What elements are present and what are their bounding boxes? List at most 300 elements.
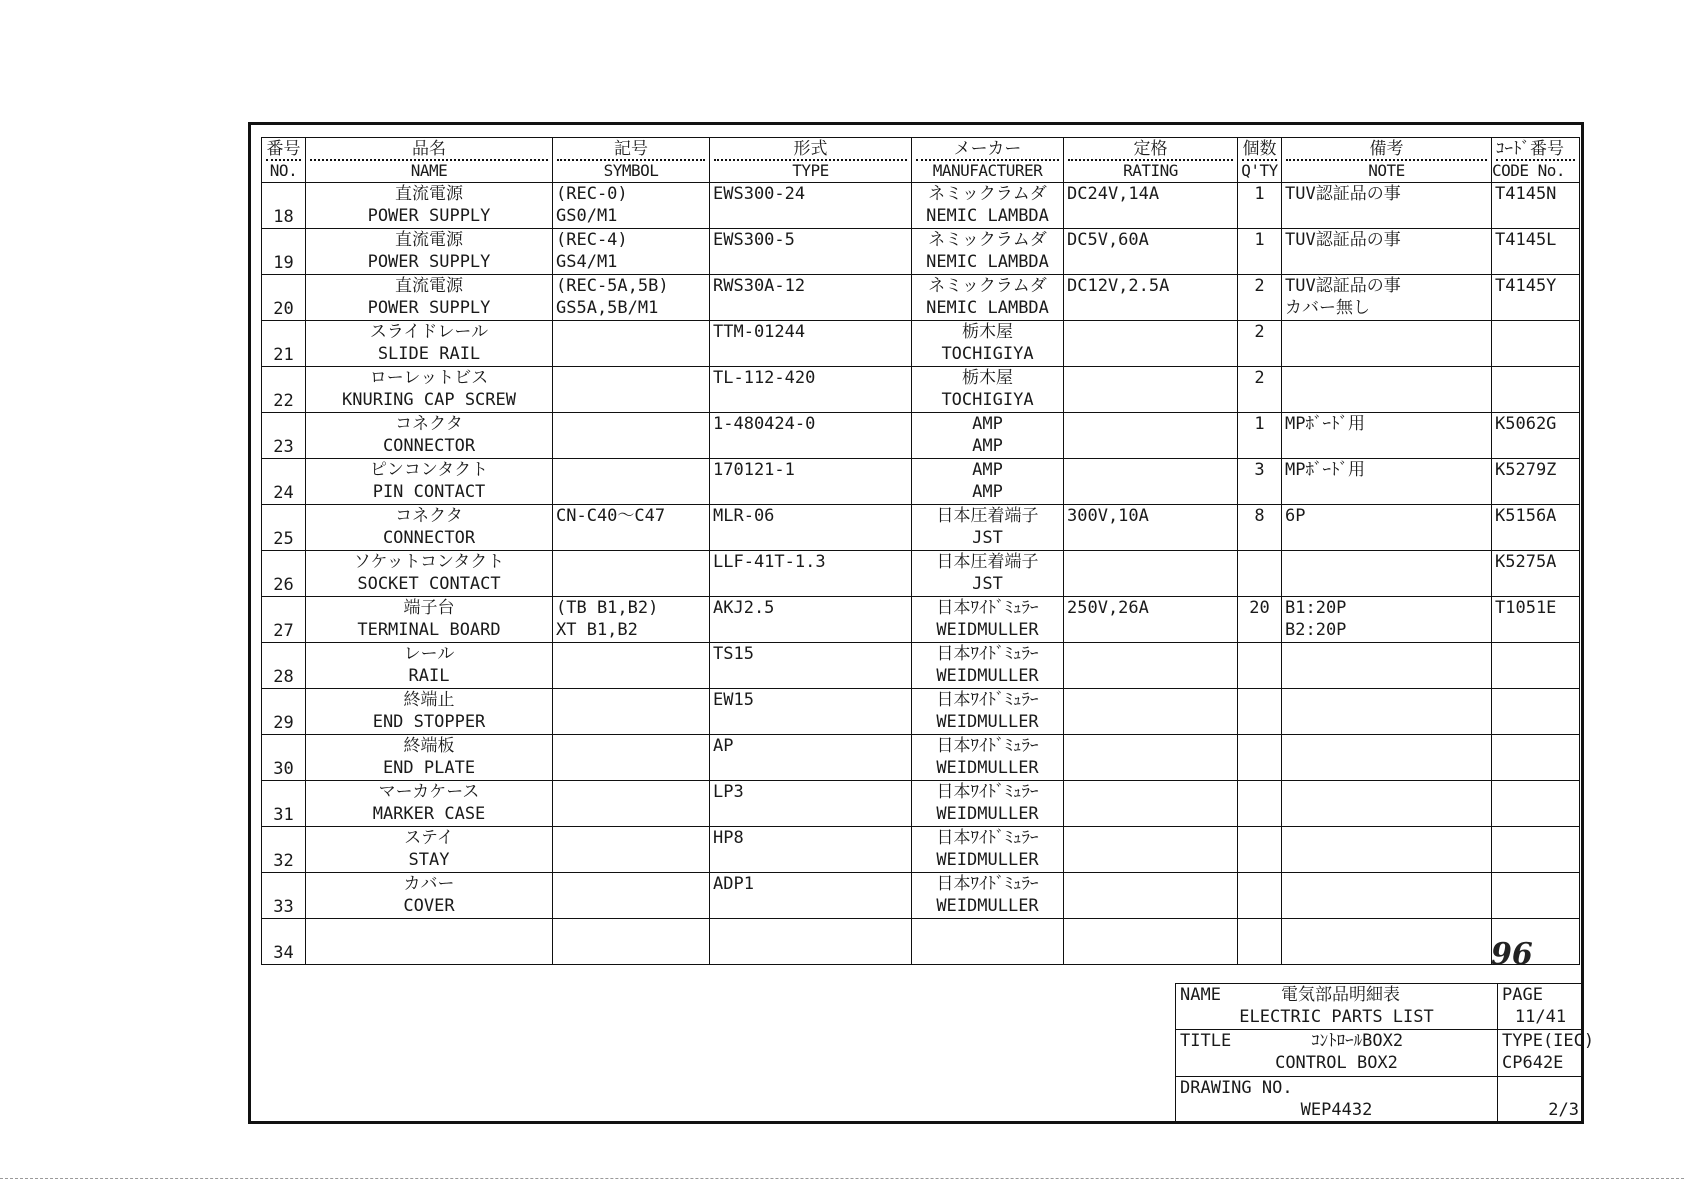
code-value [1495,827,1576,849]
row-number: 19 [273,253,294,273]
cell-symbol [553,873,710,919]
cell-qty [1238,275,1282,321]
cell-rating [1064,459,1238,505]
cell-name [306,689,553,735]
qty-value [1241,643,1278,665]
cell-code [1492,827,1580,873]
header-no [262,138,306,183]
title-block-page-cell [1498,984,1584,1030]
type-value [713,919,908,941]
maker-jp: 日本圧着端子 [936,552,1039,572]
symbol-line-2: GS5A,5B/M1 [556,298,659,318]
cell-code [1492,183,1580,229]
title-block-title-row [1176,1030,1584,1076]
cell-symbol [553,275,710,321]
symbol-line-2 [556,343,706,365]
page-value: 11/41 [1514,1007,1567,1027]
cell-type [710,229,912,275]
qty-value [1241,873,1278,895]
type-value: TTM-01244 [713,322,806,342]
type-value: EWS300-5 [713,230,795,250]
cell-rating [1064,689,1238,735]
rating-value [1067,413,1234,435]
symbol-line-1: (REC-0) [556,184,628,204]
name-en: CONNECTOR [382,528,476,548]
cell-type [710,459,912,505]
cell-note [1282,735,1492,781]
cell-manufacturer [912,321,1064,367]
qty-value [1241,735,1278,757]
cell-name [306,275,553,321]
cell-name [306,413,553,459]
cell-qty [1238,459,1282,505]
note-line-2: カバー無し [1285,298,1370,318]
row-number: 26 [273,575,294,595]
symbol-line-1 [556,781,706,803]
sheet-value: 2/3 [1548,1099,1579,1120]
table-row [262,321,1580,367]
title-block-title-cell [1176,1030,1498,1076]
cell-note [1282,229,1492,275]
cell-no [262,321,306,367]
qty-value [1241,919,1278,941]
note-line-1: TUV認証品の事 [1285,184,1401,204]
qty-value [1241,781,1278,803]
row-number: 28 [273,667,294,687]
rating-value [1067,873,1234,895]
type-value: CP642E [1502,1053,1564,1074]
rating-value [1067,459,1234,481]
note-line-2 [1285,435,1488,457]
cell-name [306,597,553,643]
name-jp: コネクタ [395,506,463,526]
cell-manufacturer [912,643,1064,689]
maker-jp: 日本ﾜｲﾄﾞﾐｭﾗｰ [936,782,1039,802]
symbol-line-1: (TB B1,B2) [556,598,659,618]
handwritten-mark: 96 [1491,937,1533,972]
cell-type [710,413,912,459]
cell-qty [1238,505,1282,551]
cell-no [262,275,306,321]
note-line-1 [1285,781,1488,803]
cell-manufacturer [912,735,1064,781]
name-jp: 終端止 [403,690,455,710]
symbol-line-2 [556,389,706,411]
cell-type [710,275,912,321]
cell-no [262,873,306,919]
code-value: K5062G [1495,414,1557,434]
maker-en: JST [972,574,1003,594]
cell-manufacturer [912,413,1064,459]
symbol-line-2 [556,711,706,733]
page-label: PAGE [1502,985,1543,1005]
code-value: K5279Z [1495,460,1557,480]
cell-manufacturer [912,551,1064,597]
symbol-line-2 [556,941,706,963]
cell-type [710,183,912,229]
cell-qty [1238,183,1282,229]
symbol-line-2: XT B1,B2 [556,620,638,640]
maker-jp: 栃木屋 [962,368,1013,388]
type-value: ADP1 [713,874,754,894]
header-en: CODE No. [1492,161,1566,180]
maker-jp: 日本ﾜｲﾄﾞﾐｭﾗｰ [936,736,1039,756]
cell-rating [1064,735,1238,781]
symbol-line-1 [556,643,706,665]
table-row [262,183,1580,229]
symbol-line-1: CN-C40～C47 [556,506,666,526]
header-rating [1064,138,1238,183]
symbol-line-1 [556,689,706,711]
table-row [262,275,1580,321]
name-en: MARKER CASE [372,804,486,824]
symbol-line-1 [556,413,706,435]
cell-symbol [553,827,710,873]
table-row [262,919,1580,965]
cell-note [1282,827,1492,873]
cell-manufacturer [912,827,1064,873]
symbol-line-2 [556,573,706,595]
note-line-2 [1285,711,1488,733]
note-line-2 [1285,849,1488,871]
note-line-1: TUV認証品の事 [1285,230,1401,250]
cell-symbol [553,689,710,735]
cell-type [710,597,912,643]
row-number: 23 [273,437,294,457]
type-value: LP3 [713,782,744,802]
row-number: 20 [273,299,294,319]
cell-no [262,505,306,551]
rating-value: 250V,26A [1067,598,1149,618]
cell-no [262,229,306,275]
qty-value: 8 [1254,506,1265,526]
header-manufacturer [912,138,1064,183]
header-en: TYPE [792,161,829,180]
cell-qty [1238,597,1282,643]
title-jp: ｺﾝﾄﾛｰﾙBOX2 [1311,1031,1404,1052]
title-block-drawing-row [1176,1076,1584,1122]
rating-value [1067,735,1234,757]
maker-jp: 日本ﾜｲﾄﾞﾐｭﾗｰ [936,598,1039,618]
drawing-label: DRAWING NO. [1180,1077,1293,1098]
note-line-1: B1:20P [1285,598,1347,618]
cell-manufacturer [912,873,1064,919]
cell-no [262,367,306,413]
cell-rating [1064,505,1238,551]
cell-note [1282,873,1492,919]
cell-no [262,183,306,229]
cell-symbol [553,367,710,413]
maker-en: WEIDMULLER [936,758,1039,778]
symbol-line-2 [556,757,706,779]
name-jp [309,919,549,941]
cell-note [1282,183,1492,229]
title-block-type-cell [1498,1030,1595,1076]
row-number: 33 [273,897,294,917]
maker-en: NEMIC LAMBDA [926,252,1049,272]
table-row [262,873,1580,919]
type-value: MLR-06 [713,506,775,526]
row-number: 22 [273,391,294,411]
table-row [262,551,1580,597]
cell-symbol [553,459,710,505]
cell-name [306,367,553,413]
title-block-name-row [1176,984,1584,1030]
note-line-1 [1285,689,1488,711]
type-value: TL-112-420 [713,368,816,388]
name-label: NAME [1180,985,1221,1005]
rating-value: DC5V,60A [1067,230,1149,250]
cell-name [306,643,553,689]
maker-en: NEMIC LAMBDA [926,206,1049,226]
code-value: K5156A [1495,506,1557,526]
rating-value [1067,689,1234,711]
table-row [262,643,1580,689]
cell-qty [1238,367,1282,413]
qty-value [1241,551,1278,573]
maker-en: WEIDMULLER [936,896,1039,916]
header-en: MANUFACTURER [932,161,1043,180]
name-jp: 直流電源 [395,276,463,296]
title-block-sheet-cell [1498,1076,1584,1122]
name-jp: スライドレール [369,322,489,342]
cell-name [306,781,553,827]
maker-jp: 日本ﾜｲﾄﾞﾐｭﾗｰ [936,874,1039,894]
qty-value: 3 [1254,460,1265,480]
cell-code [1492,321,1580,367]
cell-code [1492,597,1580,643]
code-value [1495,689,1576,711]
rating-value [1067,919,1234,941]
header-en: NO. [269,161,298,180]
cell-code [1492,229,1580,275]
name-jp: コネクタ [395,414,463,434]
cell-symbol [553,735,710,781]
row-number: 24 [273,483,294,503]
cell-name [306,873,553,919]
qty-value: 1 [1254,184,1265,204]
type-value: AP [713,736,734,756]
symbol-line-1 [556,919,706,941]
note-line-2 [1285,757,1488,779]
cell-code [1492,781,1580,827]
maker-jp: 日本ﾜｲﾄﾞﾐｭﾗｰ [936,828,1039,848]
header-code [1492,138,1580,183]
cell-manufacturer [912,505,1064,551]
qty-value: 2 [1254,368,1265,388]
cell-no [262,689,306,735]
table-row [262,827,1580,873]
maker-jp: 栃木屋 [962,322,1013,342]
type-value: 1-480424-0 [713,414,816,434]
name-jp: ローレットビス [369,368,489,388]
cell-rating [1064,873,1238,919]
cell-code [1492,275,1580,321]
cell-rating [1064,183,1238,229]
symbol-line-1 [556,459,706,481]
cell-qty [1238,873,1282,919]
header-jp: メーカー [916,139,1059,161]
cell-code [1492,873,1580,919]
row-number: 29 [273,713,294,733]
cell-no [262,735,306,781]
cell-qty [1238,689,1282,735]
type-value: TS15 [713,644,754,664]
maker-en: AMP [972,436,1003,456]
type-label: TYPE(IEC) [1502,1031,1595,1052]
header-jp: 形式 [714,139,907,161]
cell-symbol [553,781,710,827]
header-en: Q'TY [1241,161,1278,180]
table-row [262,735,1580,781]
title-block-name-cell [1176,984,1498,1030]
cell-manufacturer [912,781,1064,827]
parts-table-body [262,183,1580,965]
cell-name [306,919,553,965]
code-value: K5275A [1495,552,1557,572]
cell-note [1282,413,1492,459]
cell-note [1282,321,1492,367]
maker-en: WEIDMULLER [936,666,1039,686]
maker-jp: 日本ﾜｲﾄﾞﾐｭﾗｰ [936,644,1039,664]
header-type [710,138,912,183]
note-line-2 [1285,251,1488,273]
cell-symbol [553,229,710,275]
header-en: NAME [410,161,448,180]
cell-name [306,183,553,229]
maker-en: WEIDMULLER [936,712,1039,732]
cell-note [1282,367,1492,413]
code-value: T4145Y [1495,276,1557,296]
name-jp: 直流電源 [395,230,463,250]
header-jp: 定格 [1068,139,1233,161]
note-line-1 [1285,367,1488,389]
cell-symbol [553,321,710,367]
cell-code [1492,643,1580,689]
drawing-value: WEP4432 [1300,1099,1373,1120]
type-value: EW15 [713,690,754,710]
rating-value: DC24V,14A [1067,184,1160,204]
maker-en: TOCHIGIYA [941,390,1034,410]
scan-edge-line [0,1178,1684,1179]
note-line-1 [1285,551,1488,573]
name-en: COVER [403,896,455,916]
maker-jp: AMP [972,460,1003,480]
rating-value [1067,643,1234,665]
symbol-line-1 [556,551,706,573]
note-line-1 [1285,643,1488,665]
symbol-line-1 [556,873,706,895]
cell-name [306,321,553,367]
cell-note [1282,689,1492,735]
name-jp: ピンコンタクト [369,460,489,480]
cell-type [710,919,912,965]
name-jp: ソケットコンタクト [353,552,505,572]
row-number: 27 [273,621,294,641]
rating-value [1067,827,1234,849]
symbol-line-2 [556,435,706,457]
symbol-line-1: (REC-4) [556,230,628,250]
qty-value [1241,689,1278,711]
cell-note [1282,643,1492,689]
cell-note [1282,781,1492,827]
maker-jp: 日本ﾜｲﾄﾞﾐｭﾗｰ [936,690,1039,710]
table-row [262,459,1580,505]
code-value: T1051E [1495,598,1557,618]
title-en: CONTROL BOX2 [1275,1053,1398,1074]
cell-type [710,781,912,827]
name-jp: 電気部品明細表 [1280,985,1400,1005]
maker-en: WEIDMULLER [936,804,1039,824]
maker-en: JST [972,528,1003,548]
cell-manufacturer [912,367,1064,413]
cell-manufacturer [912,275,1064,321]
code-value: T4145N [1495,184,1557,204]
cell-qty [1238,229,1282,275]
maker-en [915,941,1060,963]
name-jp: 端子台 [403,598,455,618]
note-line-2 [1285,481,1488,503]
note-line-2 [1285,665,1488,687]
header-jp: 番号 [266,139,301,159]
cell-code [1492,459,1580,505]
cell-note [1282,275,1492,321]
cell-symbol [553,183,710,229]
cell-type [710,873,912,919]
header-note [1282,138,1492,183]
cell-manufacturer [912,597,1064,643]
note-line-2 [1285,205,1488,227]
name-en: CONNECTOR [382,436,476,456]
header-en: SYMBOL [603,161,659,180]
cell-qty [1238,827,1282,873]
symbol-line-2 [556,665,706,687]
code-value [1495,873,1576,895]
name-jp: レール [403,644,455,664]
name-en: POWER SUPPLY [367,252,491,272]
note-line-1: MPﾎﾞｰﾄﾞ用 [1285,460,1365,480]
cell-code [1492,367,1580,413]
code-value [1495,643,1576,665]
cell-rating [1064,827,1238,873]
name-en: RAIL [408,666,450,686]
rating-value: DC12V,2.5A [1067,276,1170,296]
symbol-line-2: GS0/M1 [556,206,618,226]
name-en: POWER SUPPLY [367,206,491,226]
qty-value: 1 [1254,230,1265,250]
qty-value: 1 [1254,414,1265,434]
cell-no [262,597,306,643]
rating-value [1067,551,1234,573]
rating-value: 300V,10A [1067,506,1149,526]
cell-rating [1064,413,1238,459]
maker-en: NEMIC LAMBDA [926,298,1049,318]
header-symbol [553,138,710,183]
parts-list-sheet [248,122,1595,1124]
type-value: 170121-1 [713,460,795,480]
cell-rating [1064,919,1238,965]
note-line-2 [1285,343,1488,365]
maker-jp: AMP [972,414,1003,434]
cell-rating [1064,551,1238,597]
cell-type [710,367,912,413]
rating-value [1067,781,1234,803]
cell-rating [1064,229,1238,275]
cell-symbol [553,919,710,965]
header-row [262,138,1580,183]
name-en: STAY [408,850,450,870]
cell-rating [1064,275,1238,321]
